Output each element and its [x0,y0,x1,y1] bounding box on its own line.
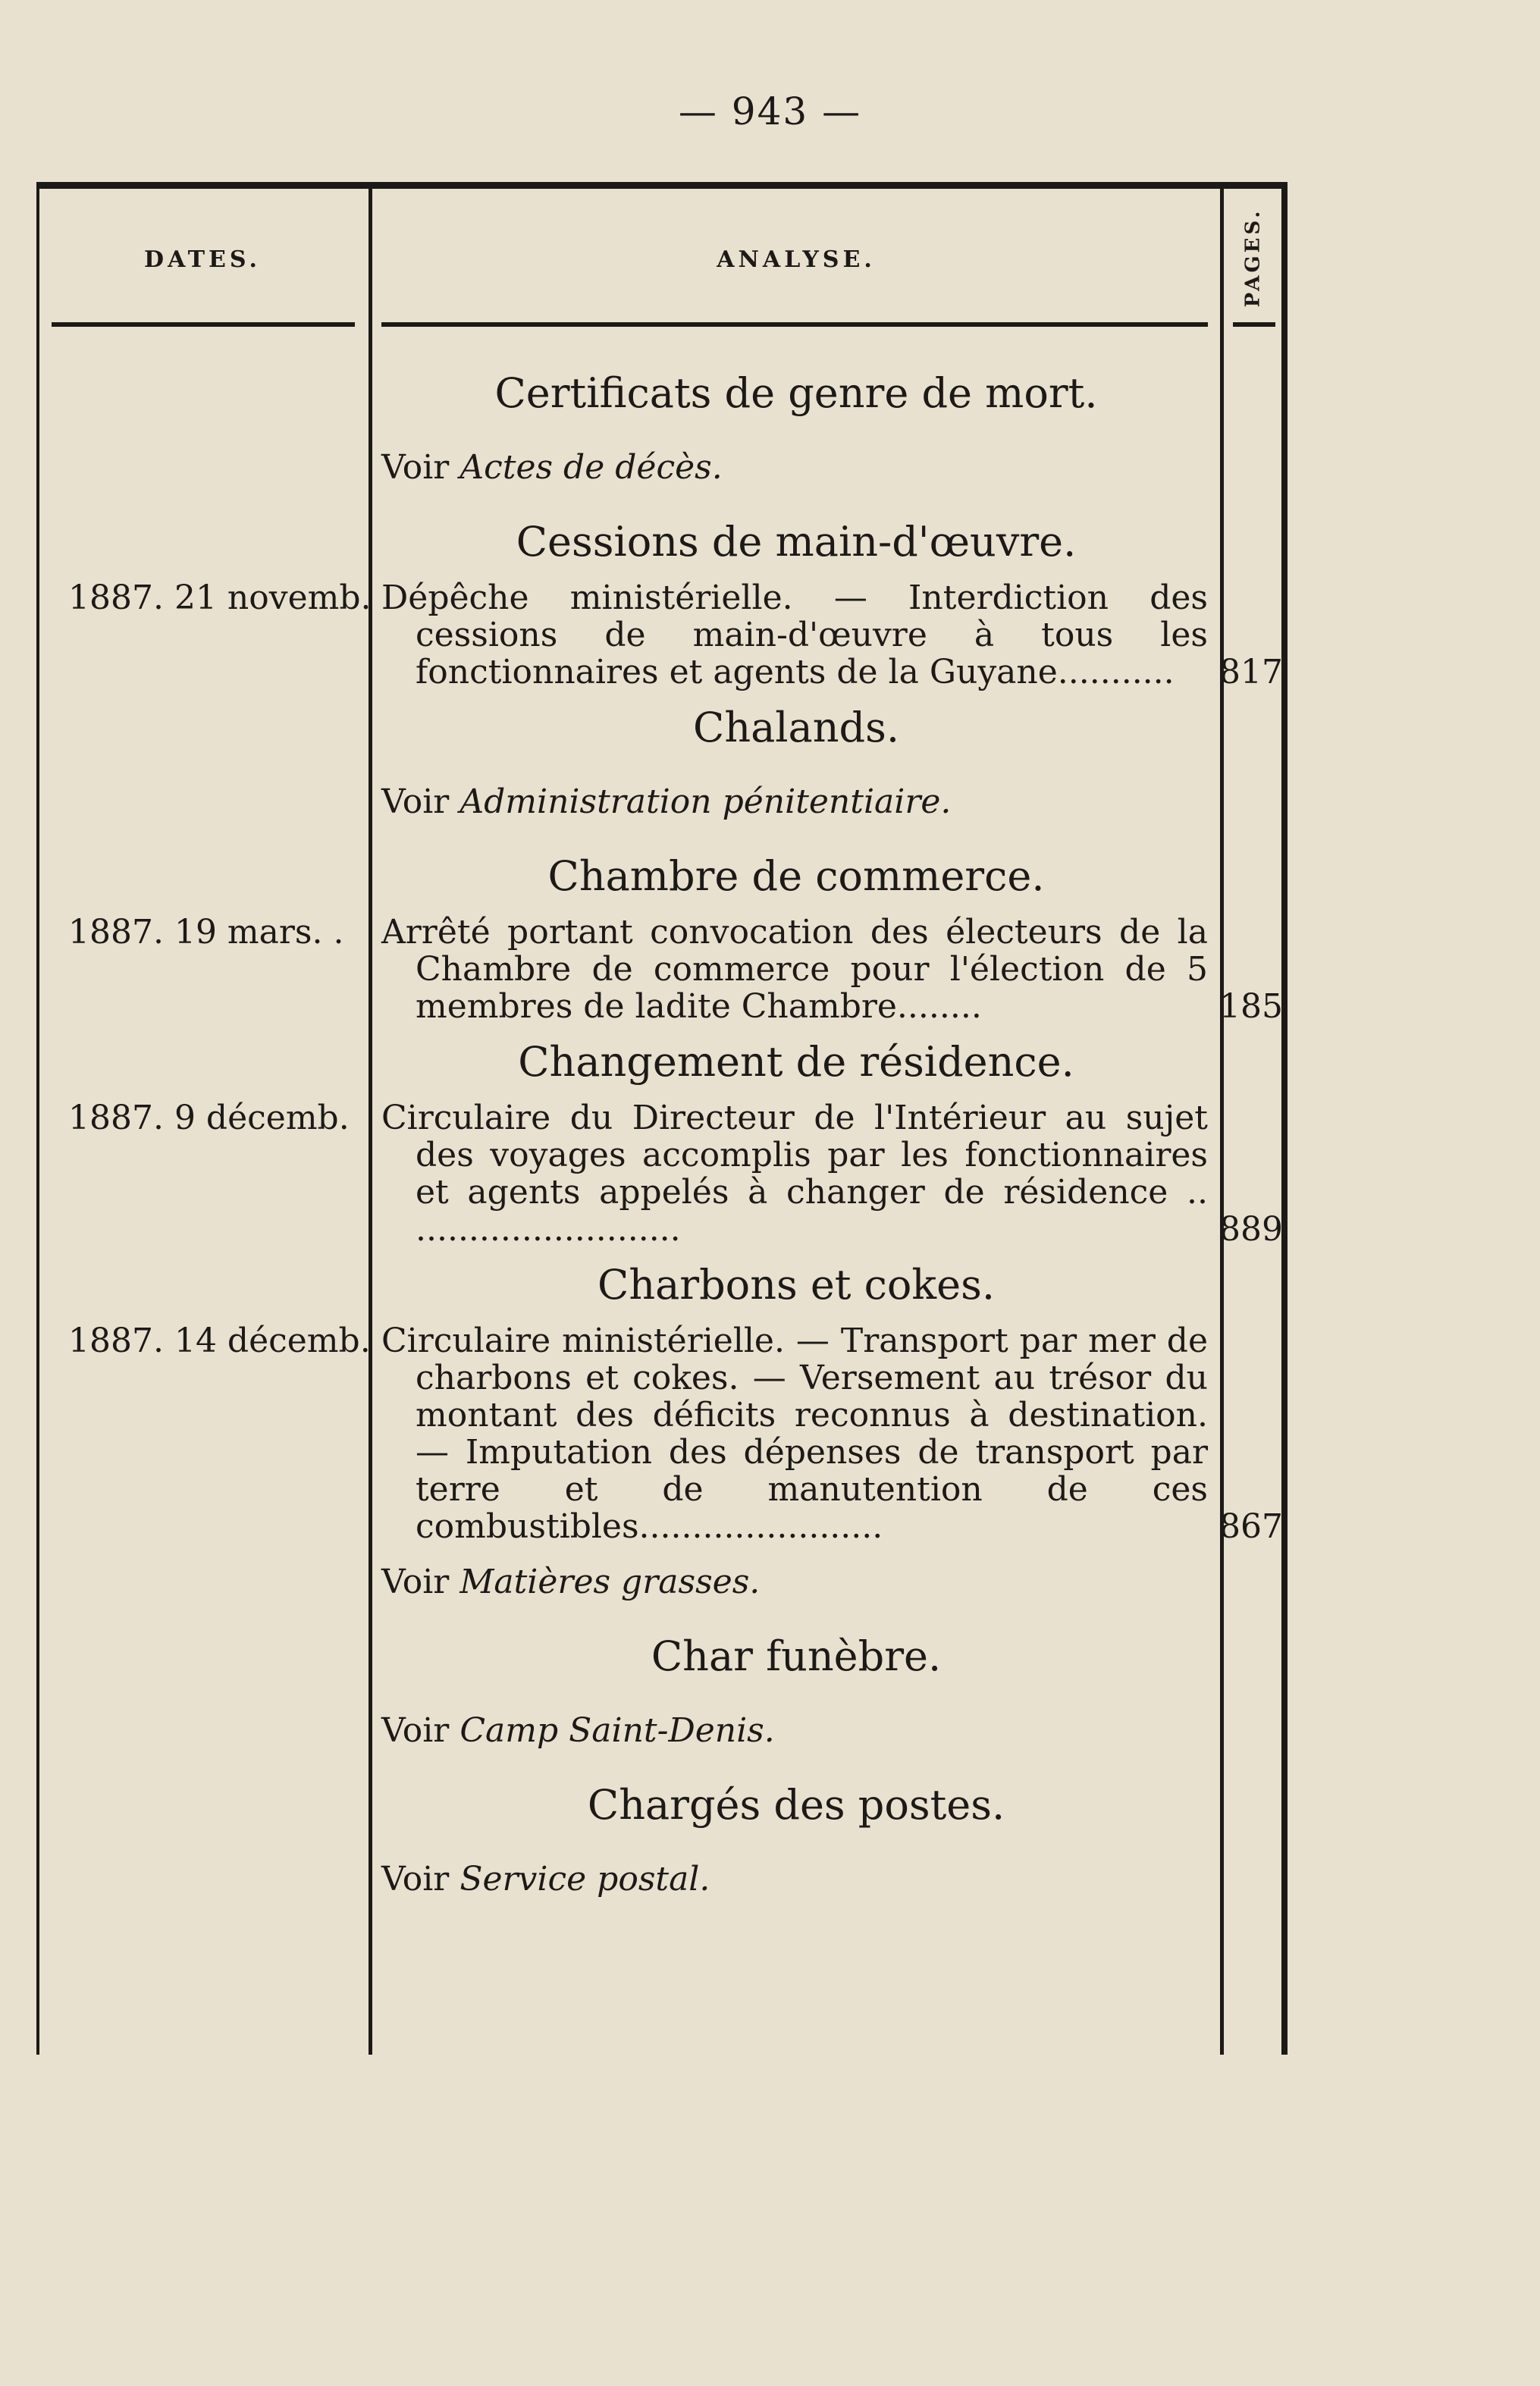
index-entry [36,1099,1288,1248]
entry-text: Dépêche ministérielle. — Interdiction des cessions de main-d'œuvre à tous les fonctionnaires et agents de la Guyane........... [381,578,1208,691]
header-dates: DATES. [144,246,261,273]
section-title: Certificats de genre de mort. [494,369,1098,417]
entry-text: Circulaire ministérielle. — Transport par mer de charbons et cokes. — Versement au trésor du montant des déficits reconnus à destination. — Imputation des dépenses de transport par terre et de manutention de ces combustibles....................... [381,1322,1208,1546]
section-title: Cessions de main-d'œuvre. [516,518,1077,566]
header-rule-analyse [381,322,1208,327]
entry-page: 889 [1219,1210,1283,1249]
section-title: Charbons et cokes. [597,1261,995,1309]
entry-date: 1887. 21 novemb. [68,578,372,617]
index-content [36,356,1288,1917]
entry-page: 185 [1219,987,1283,1026]
entry-date: 1887. 14 décemb. [68,1322,371,1360]
entry-page: 867 [1219,1507,1283,1546]
entry-text: Arrêté portant convocation des électeurs de la Chambre de commerce pour l'élection de 5 membres de ladite Chambre........ [381,913,1208,1026]
see-also [381,1545,1288,1619]
see-also-ref: Camp Saint-Denis. [459,1711,775,1750]
see-also-ref: Service postal. [459,1860,710,1898]
top-rule [36,182,1288,189]
see-also-label: Voir [381,1563,450,1601]
page-number: — 943 — [678,89,862,133]
entry-page: 817 [1219,653,1283,691]
see-also-label: Voir [381,448,450,487]
see-also [381,431,1288,505]
section-title: Changement de résidence. [518,1038,1074,1086]
index-entry [36,1322,1288,1545]
see-also-ref: Administration pénitentiaire. [459,782,952,821]
see-also [381,1842,1288,1917]
index-entry [36,914,1288,1025]
entry-date: 1887. 9 décemb. [68,1099,350,1137]
header-pages-label: PAGES. [1241,208,1265,308]
see-also [381,1694,1288,1768]
section-title: Chalands. [693,704,899,751]
see-also-label: Voir [381,782,450,821]
section-title: Char funèbre. [651,1632,942,1680]
see-also-label: Voir [381,1860,450,1898]
index-entry [36,579,1288,691]
see-also-ref: Actes de décès. [459,448,723,487]
header-pages [1228,208,1277,308]
see-also-ref: Matières grasses. [459,1563,761,1601]
header-analyse: ANALYSE. [717,246,876,273]
header-rule-dates [52,322,355,327]
see-also-label: Voir [381,1711,450,1750]
entry-text: Circulaire du Directeur de l'Intérieur au sujet des voyages accomplis par les fonctionnaires et agents appelés à changer de résidence .. ......................... [381,1099,1208,1249]
entry-date: 1887. 19 mars. . [68,913,344,952]
header-rule-pages [1233,322,1275,327]
see-also [381,765,1288,839]
section-title: Chargés des postes. [587,1781,1005,1829]
section-title: Chambre de commerce. [547,852,1045,900]
